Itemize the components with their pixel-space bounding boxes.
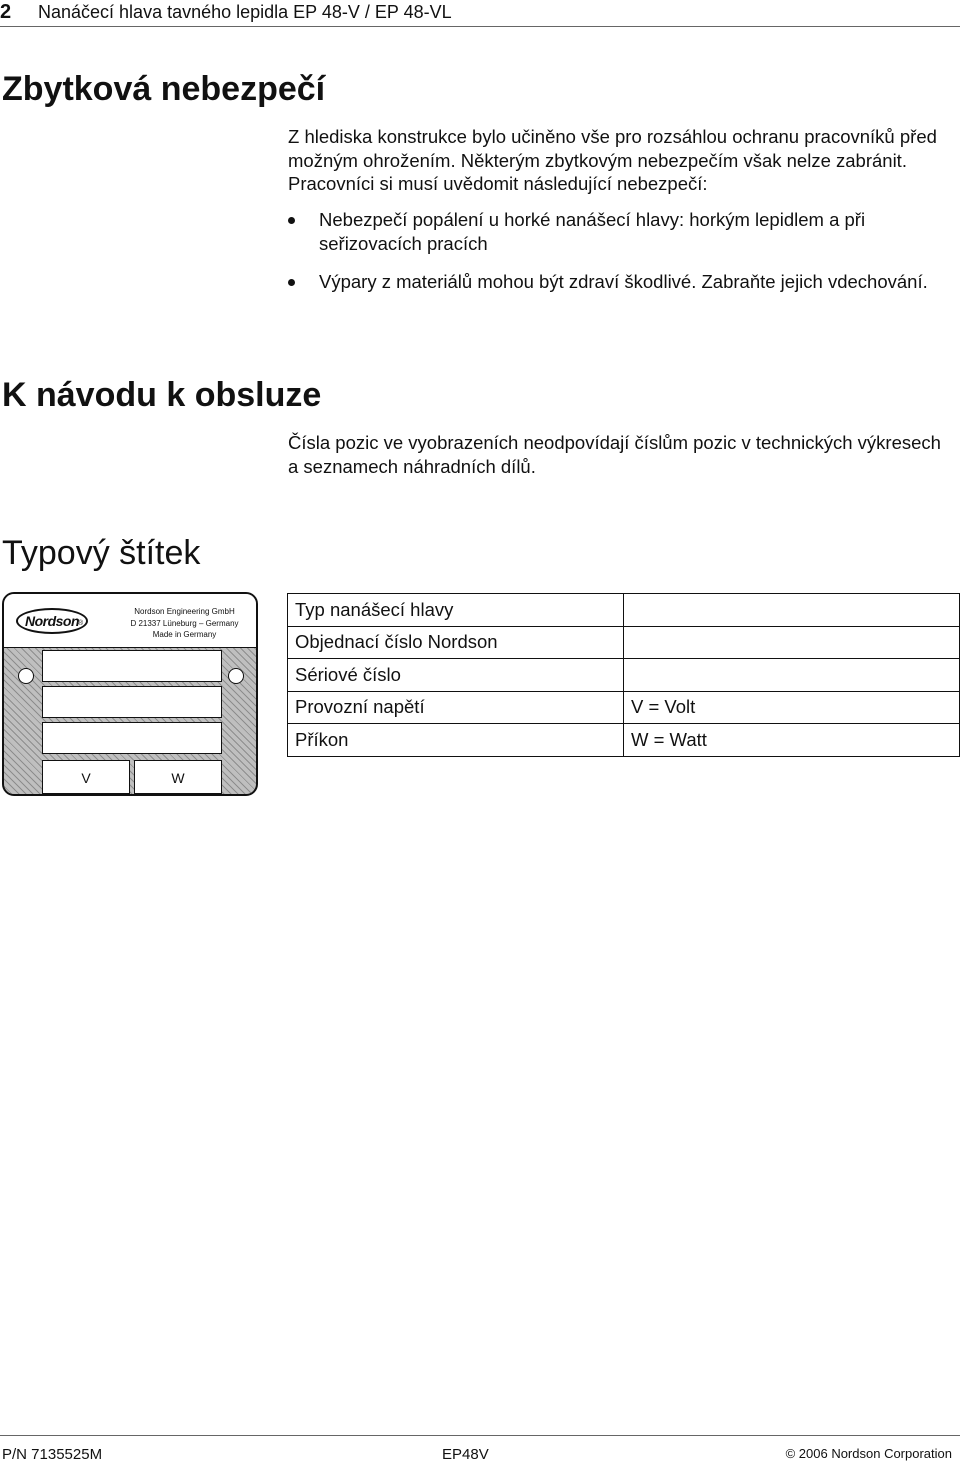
plate-header — [4, 594, 256, 648]
plate-field-power: W — [134, 760, 222, 794]
legend-label: Příkon — [288, 724, 624, 757]
manual-notes-heading: K návodu k obsluze — [2, 376, 322, 414]
plate-field-voltage: V — [42, 760, 130, 794]
header-divider — [0, 26, 960, 27]
maker-line: D 21337 Lüneburg – Germany — [130, 618, 239, 628]
registered-mark: ® — [78, 620, 84, 627]
mounting-hole-right — [228, 668, 244, 684]
doc-code: EP48V — [442, 1446, 489, 1463]
table-row — [288, 724, 960, 757]
hazard-item — [288, 270, 948, 294]
copyright: © 2006 Nordson Corporation — [785, 1446, 952, 1461]
plate-field-order — [42, 686, 222, 718]
hazard-text: Nebezpečí popálení u horké nanášecí hlavy: horkým lepidlem a při seřizovacích pracích — [319, 209, 866, 254]
legend-value — [624, 594, 960, 627]
legend-value: W = Watt — [624, 724, 960, 757]
table-row — [288, 626, 960, 659]
hazard-item — [288, 208, 948, 255]
legend-value — [624, 659, 960, 692]
residual-hazards-heading: Zbytková nebezpečí — [2, 70, 326, 108]
maker-line: Made in Germany — [152, 630, 217, 639]
page-number: 2 — [0, 1, 12, 23]
manual-notes-text: Čísla pozic ve vyobrazeních neodpovídají číslům pozic v technických výkresech a seznamech náhradních dílů. — [288, 432, 941, 477]
bullet-icon — [288, 217, 295, 224]
table-row — [288, 594, 960, 627]
maker-line: Nordson Engineering GmbH — [134, 607, 235, 616]
page-footer — [0, 1435, 960, 1465]
plate-field-type — [42, 650, 222, 682]
table-row — [288, 691, 960, 724]
mounting-hole-left — [18, 668, 34, 684]
hazard-list — [288, 208, 948, 309]
bullet-icon — [288, 279, 295, 286]
manufacturer-info — [112, 606, 257, 641]
legend-value: V = Volt — [624, 691, 960, 724]
document-title: Nanáčecí hlava tavného lepidla EP 48-V / EP 48-VL — [38, 2, 452, 22]
legend-label: Objednací číslo Nordson — [288, 626, 624, 659]
legend-label: Sériové číslo — [288, 659, 624, 692]
hazard-text: Výpary z materiálů mohou být zdraví škodlivé. Zabraňte jejich vdechování. — [319, 271, 928, 292]
type-plate-illustration — [2, 592, 258, 796]
table-row — [288, 659, 960, 692]
type-plate-heading: Typový štítek — [2, 534, 201, 572]
plate-field-serial — [42, 722, 222, 754]
part-number: P/N 7135525M — [2, 1446, 103, 1463]
page-header — [0, 0, 960, 28]
residual-hazards-intro: Z hlediska konstrukce bylo učiněno vše pro rozsáhlou ochranu pracovníků před možným ohrožením. Některým zbytkovým nebezpečím však nelze zabránit. Pracovníci si musí uvědomit následující nebezpečí: — [288, 126, 937, 194]
legend-label: Typ nanášecí hlavy — [288, 594, 624, 627]
legend-label: Provozní napětí — [288, 691, 624, 724]
type-plate-legend-table — [287, 593, 960, 757]
legend-value — [624, 626, 960, 659]
nordson-logo: Nordson — [16, 608, 88, 634]
footer-divider — [0, 1435, 960, 1436]
